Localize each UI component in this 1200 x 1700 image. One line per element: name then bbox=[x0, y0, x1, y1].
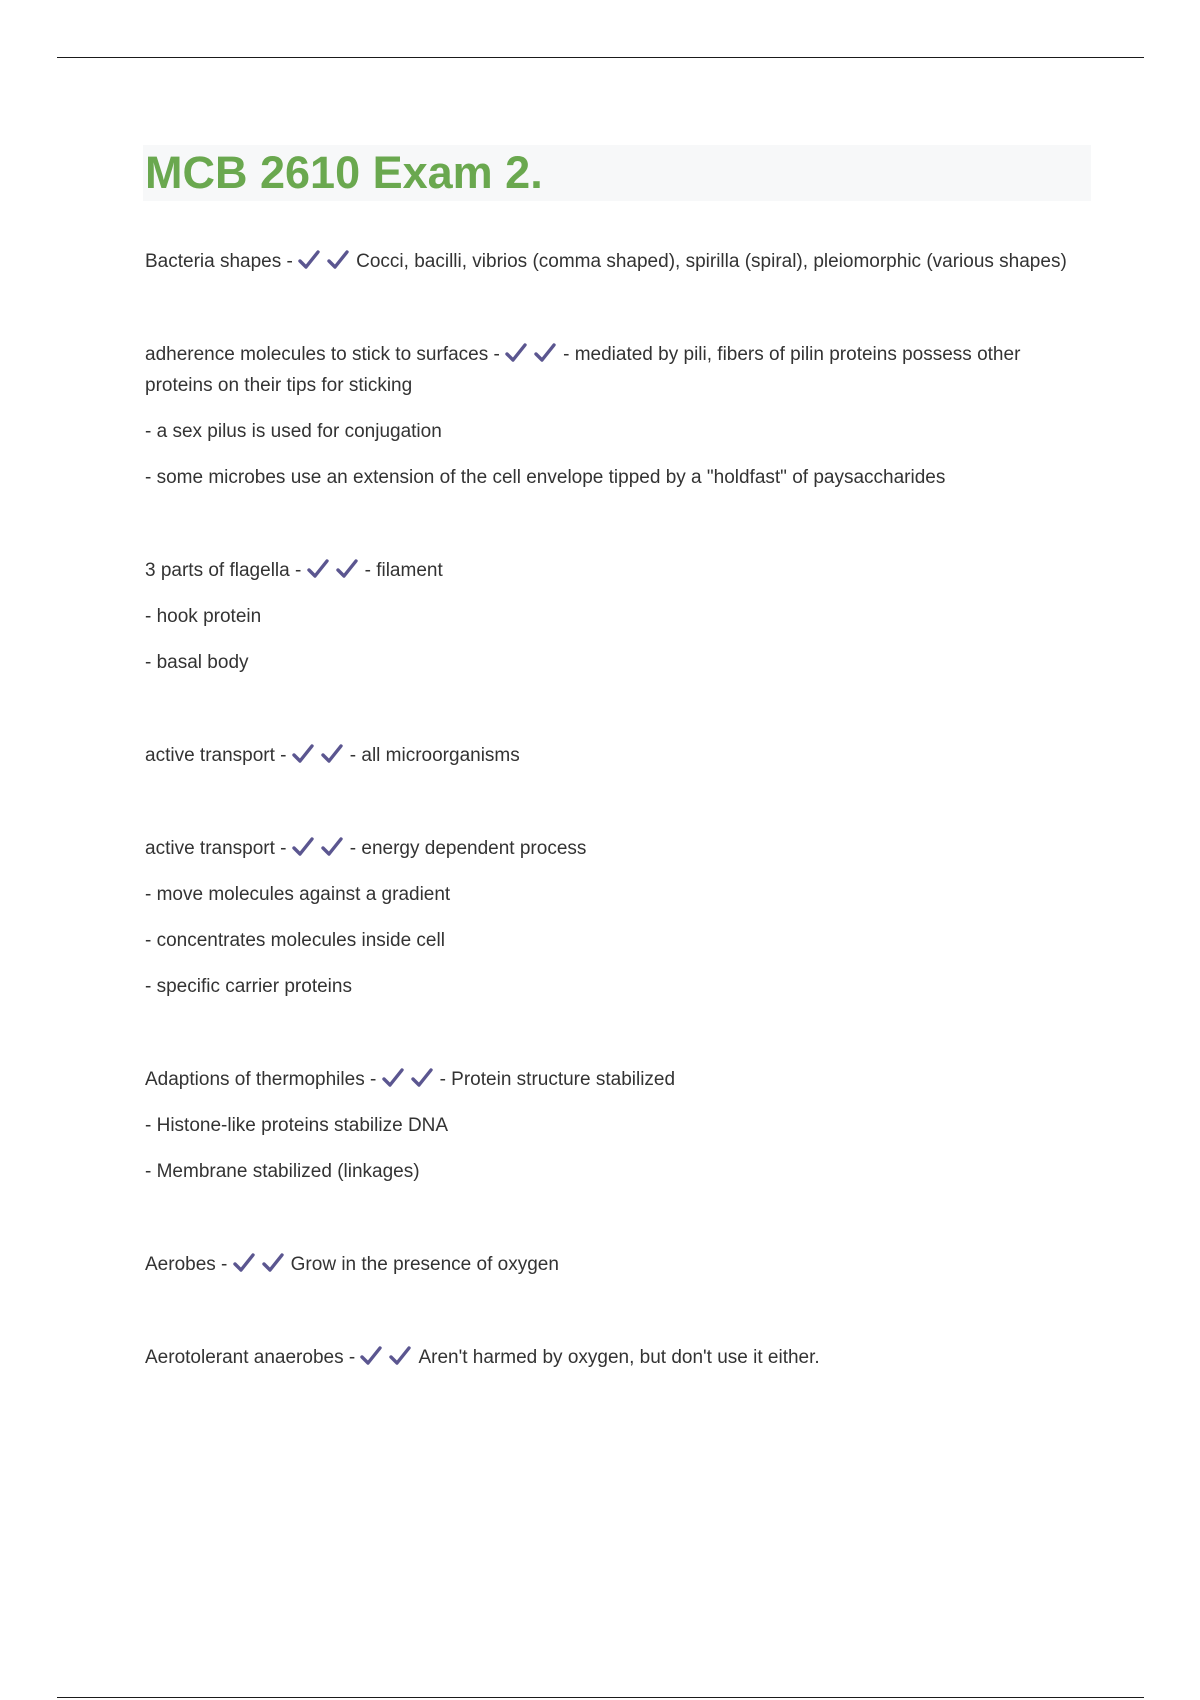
flashcard-term: Bacteria shapes - bbox=[145, 251, 299, 272]
checkmark-icon bbox=[307, 559, 329, 579]
flashcard-answer-line: - basal body bbox=[145, 652, 249, 673]
flashcard-answer: - all microorganisms bbox=[349, 745, 520, 766]
checkmark-icon bbox=[321, 837, 343, 857]
checkmark-icon bbox=[382, 1068, 404, 1088]
check-marks bbox=[307, 560, 365, 581]
flashcard bbox=[145, 1064, 1090, 1187]
check-marks bbox=[382, 1069, 440, 1090]
page-title: MCB 2610 Exam 2. bbox=[145, 147, 543, 198]
flashcard-term: Adaptions of thermophiles - bbox=[145, 1069, 382, 1090]
flashcard-main-line bbox=[145, 833, 1090, 864]
flashcard bbox=[145, 555, 1090, 678]
flashcard-answer-line: - some microbes use an extension of the cell envelope tipped by a "holdfast" of paysaccharides bbox=[145, 467, 946, 488]
checkmark-icon bbox=[292, 837, 314, 857]
check-marks bbox=[233, 1254, 291, 1275]
flashcard-answer: - filament bbox=[364, 560, 443, 581]
check-marks bbox=[360, 1347, 418, 1368]
flashcard-answer: Grow in the presence of oxygen bbox=[290, 1254, 559, 1275]
flashcard-term: active transport - bbox=[145, 838, 292, 859]
flashcard-term: Aerobes - bbox=[145, 1254, 233, 1275]
checkmark-icon bbox=[292, 744, 314, 764]
flashcard bbox=[145, 339, 1090, 493]
flashcard-answer-line: - specific carrier proteins bbox=[145, 976, 352, 997]
flashcard-main-line bbox=[145, 339, 1090, 401]
checkmark-icon bbox=[262, 1253, 284, 1273]
check-marks bbox=[292, 745, 350, 766]
flashcard-answer-line: - Histone-like proteins stabilize DNA bbox=[145, 1115, 449, 1136]
flashcard bbox=[145, 1342, 1090, 1373]
flashcard-list bbox=[145, 246, 1090, 1435]
flashcard-term: active transport - bbox=[145, 745, 292, 766]
checkmark-icon bbox=[327, 250, 349, 270]
flashcard-term: adherence molecules to stick to surfaces - bbox=[145, 344, 506, 365]
flashcard-main-line bbox=[145, 1064, 1090, 1095]
checkmark-icon bbox=[298, 250, 320, 270]
flashcard-main-line bbox=[145, 740, 1090, 771]
flashcard-answer-line: - hook protein bbox=[145, 606, 262, 627]
flashcard-term: 3 parts of flagella - bbox=[145, 560, 307, 581]
flashcard-term: Aerotolerant anaerobes - bbox=[145, 1347, 361, 1368]
flashcard-answer-line: - Membrane stabilized (linkages) bbox=[145, 1161, 420, 1182]
flashcard-answer: - Protein structure stabilized bbox=[439, 1069, 676, 1090]
top-rule bbox=[57, 57, 1144, 58]
checkmark-icon bbox=[360, 1346, 382, 1366]
flashcard bbox=[145, 833, 1090, 1002]
flashcard bbox=[145, 246, 1090, 277]
flashcard-answer-line: - move molecules against a gradient bbox=[145, 884, 451, 905]
checkmark-icon bbox=[411, 1068, 433, 1088]
flashcard-answer-line: - a sex pilus is used for conjugation bbox=[145, 421, 442, 442]
flashcard-answer: - mediated by pili, fibers of pilin proteins possess other proteins on their tips for sticking bbox=[145, 344, 1021, 396]
flashcard bbox=[145, 1249, 1090, 1280]
flashcard-main-line bbox=[145, 1342, 1090, 1373]
checkmark-icon bbox=[233, 1253, 255, 1273]
checkmark-icon bbox=[321, 744, 343, 764]
flashcard-answer: - energy dependent process bbox=[349, 838, 587, 859]
checkmark-icon bbox=[389, 1346, 411, 1366]
flashcard-answer-line: - concentrates molecules inside cell bbox=[145, 930, 445, 951]
flashcard bbox=[145, 740, 1090, 771]
flashcard-main-line bbox=[145, 1249, 1090, 1280]
checkmark-icon bbox=[336, 559, 358, 579]
bottom-rule bbox=[57, 1697, 1144, 1698]
flashcard-main-line bbox=[145, 555, 1090, 586]
check-marks bbox=[292, 838, 350, 859]
flashcard-main-line bbox=[145, 246, 1090, 277]
check-marks bbox=[505, 344, 563, 365]
checkmark-icon bbox=[534, 343, 556, 363]
flashcard-answer: Cocci, bacilli, vibrios (comma shaped), spirilla (spiral), pleiomorphic (various shapes) bbox=[356, 251, 1067, 272]
flashcard-answer: Aren't harmed by oxygen, but don't use it either. bbox=[418, 1347, 820, 1368]
checkmark-icon bbox=[505, 343, 527, 363]
check-marks bbox=[298, 251, 356, 272]
